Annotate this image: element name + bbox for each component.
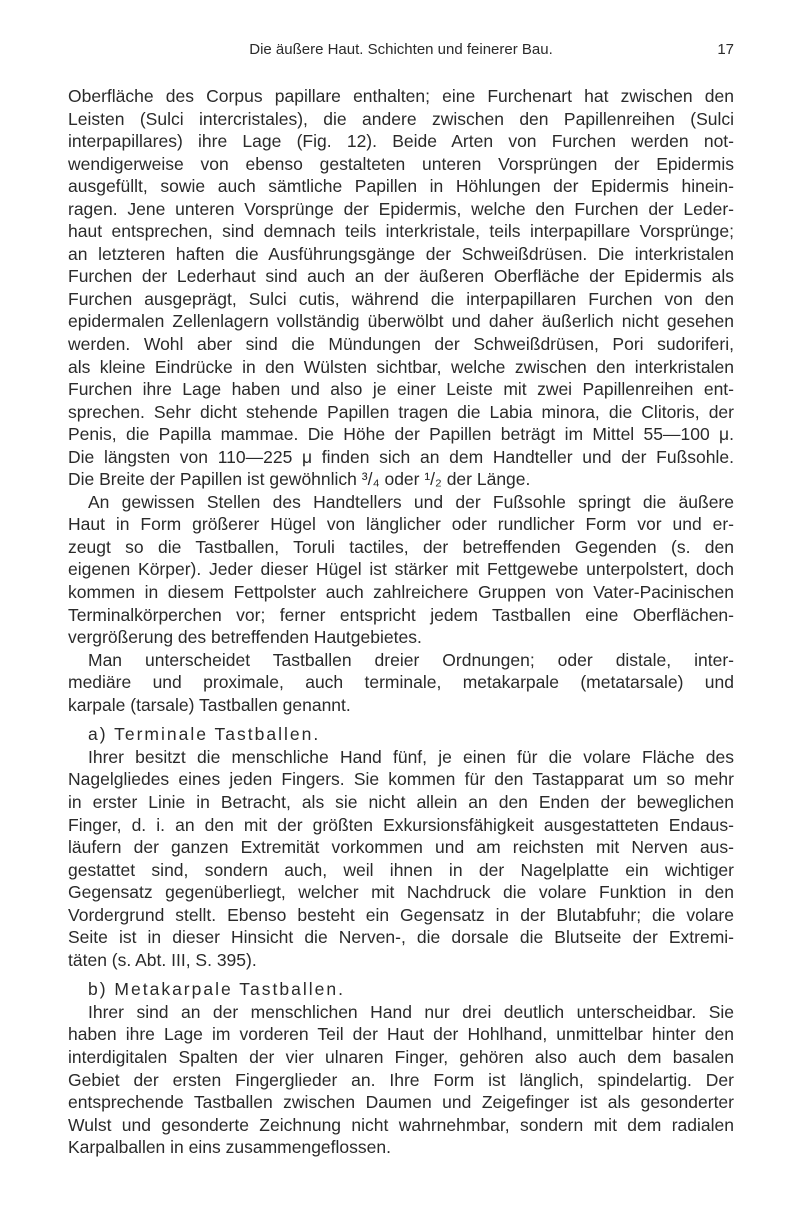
text-line: Leisten (Sulci intercristales), die andere zwischen den Papillenreihen (Sulci	[68, 108, 734, 129]
text-line: gestattet sind, sondern auch, weil ihnen in der Nagelplatte ein wichtiger	[68, 859, 734, 880]
text-line: wendigerweise von ebenso gestalteten unteren Vorsprüngen der Epidermis	[68, 153, 734, 174]
text-line: an letzteren haften die Ausführungsgänge der Schweißdrüsen. Die interkristalen	[68, 243, 734, 264]
text-line: Terminalkörperchen vor; ferner entspricht jedem Tastballen eine Oberflächen-	[68, 604, 734, 625]
text-line: ausgefüllt, sowie auch sämtliche Papillen in Höhlungen der Epidermis hinein-	[68, 176, 734, 197]
text-line: b) Metakarpale Tastballen.	[88, 979, 345, 1000]
text-line: Gegensatz gegenüberliegt, welcher mit Nachdruck die volare Funktion in den	[68, 882, 734, 903]
text-line: Die längsten von 110—225 μ finden sich an dem Handteller und der Fußsohle.	[68, 446, 734, 467]
text-line: a) Terminale Tastballen.	[88, 724, 321, 745]
text-line: Karpalballen in eins zusammengeflossen.	[68, 1137, 391, 1158]
paragraph-gap	[68, 716, 734, 723]
text-line: haut entsprechen, sind demnach teils interkristale, teils interpapillare Vorsprünge;	[68, 221, 734, 242]
text-line: täten (s. Abt. III, S. 395).	[68, 949, 257, 970]
text-line: Seite ist in dieser Hinsicht die Nerven-, die dorsale die Blutseite der Extremi-	[68, 927, 734, 948]
text-line: vergrößerung des betreffenden Hautgebietes.	[68, 627, 422, 648]
text-line: läufern der ganzen Extremität vorkommen und am reichsten mit Nerven aus-	[68, 837, 734, 858]
text-line: werden. Wohl aber sind die Mündungen der Schweißdrüsen, Pori sudoriferi,	[68, 334, 734, 355]
text-line: karpale (tarsale) Tastballen genannt.	[68, 694, 351, 715]
text-line: Furchen der Lederhaut sind auch an der äußeren Oberfläche der Epidermis als	[68, 266, 734, 287]
text-line: haben ihre Lage im vorderen Teil der Haut der Hohlhand, unmittelbar hinter den	[68, 1024, 734, 1045]
text-line: epidermalen Zellenlagern vollständig überwölbt und daher äußerlich nicht gesehen	[68, 311, 734, 332]
text-line: Wulst und gesonderte Zeichnung nicht wahrnehmbar, sondern mit dem radialen	[68, 1114, 734, 1135]
text-line: interdigitalen Spalten der vier ulnaren Finger, gehören also auch dem basalen	[68, 1046, 734, 1067]
text-line: Oberfläche des Corpus papillare enthalten; eine Furchenart hat zwischen den	[68, 86, 734, 106]
page-number: 17	[717, 41, 734, 58]
text-line: mediäre und proximale, auch terminale, metakarpale (metatarsale) und	[68, 672, 734, 693]
text-line: Penis, die Papilla mammae. Die Höhe der Papillen beträgt im Mittel 55—100 μ.	[68, 424, 734, 445]
text-line: Finger, d. i. an den mit der größten Exkursionsfähigkeit ausgestatteten Endaus-	[68, 814, 734, 835]
text-line: Gebiet der ersten Fingerglieder an. Ihre Form ist länglich, spindelartig. Der	[68, 1069, 734, 1090]
text-line: Furchen ausgeprägt, Sulci cutis, während die interpapillaren Furchen von den	[68, 288, 734, 309]
text-line: zeugt so die Tastballen, Toruli tactiles, der betreffenden Gegenden (s. den	[68, 536, 734, 557]
text-line: Nagelgliedes eines jeden Fingers. Sie kommen für den Tastapparat um so mehr	[68, 769, 734, 790]
running-head	[68, 40, 734, 60]
text-line: Man unterscheidet Tastballen dreier Ordnungen; oder distale, inter-	[88, 649, 734, 670]
text-line: eigenen Körper). Jeder dieser Hügel ist stärker mit Fettgewebe unterpolstert, doch	[68, 559, 734, 580]
body-text	[68, 85, 734, 1159]
text-line: Furchen ihre Lage haben und also je einer Leiste mit zwei Papillenreihen ent-	[68, 379, 734, 400]
text-line: Haut in Form größerer Hügel von länglicher oder rundlicher Form vor und er-	[68, 514, 734, 535]
text-line: Vordergrund stellt. Ebenso besteht ein Gegensatz in der Blutabfuhr; die volare	[68, 904, 734, 925]
text-line: kommen in diesem Fettpolster auch zahlreichere Gruppen von Vater-Pacinischen	[68, 582, 734, 603]
text-line: in erster Linie in Betracht, als sie nicht allein an den Enden der beweglichen	[68, 791, 734, 812]
running-head-title: Die äußere Haut. Schichten und feinerer Bau.	[249, 41, 553, 58]
text-line: Die Breite der Papillen ist gewöhnlich ³/₄ oder ¹/₂ der Länge.	[68, 469, 531, 490]
text-line: interpapillares) ihre Lage (Fig. 12). Beide Arten von Furchen werden not-	[68, 131, 734, 152]
text-line: Ihrer besitzt die menschliche Hand fünf, je einen für die volare Fläche des	[88, 746, 734, 767]
text-line: als kleine Eindrücke in den Wülsten sichtbar, welche zwischen den interkristalen	[68, 356, 734, 377]
text-line: entsprechende Tastballen zwischen Daumen und Zeigefinger ist als gesonderter	[68, 1092, 734, 1113]
text-line: ragen. Jene unteren Vorsprünge der Epidermis, welche den Furchen der Leder-	[68, 198, 734, 219]
text-line: sprechen. Sehr dicht stehende Papillen tragen die Labia minora, die Clitoris, der	[68, 401, 734, 422]
paragraph-gap	[68, 971, 734, 978]
text-line: An gewissen Stellen des Handtellers und der Fußsohle springt die äußere	[88, 491, 734, 512]
text-line: Ihrer sind an der menschlichen Hand nur drei deutlich unterscheidbar. Sie	[88, 1001, 734, 1022]
